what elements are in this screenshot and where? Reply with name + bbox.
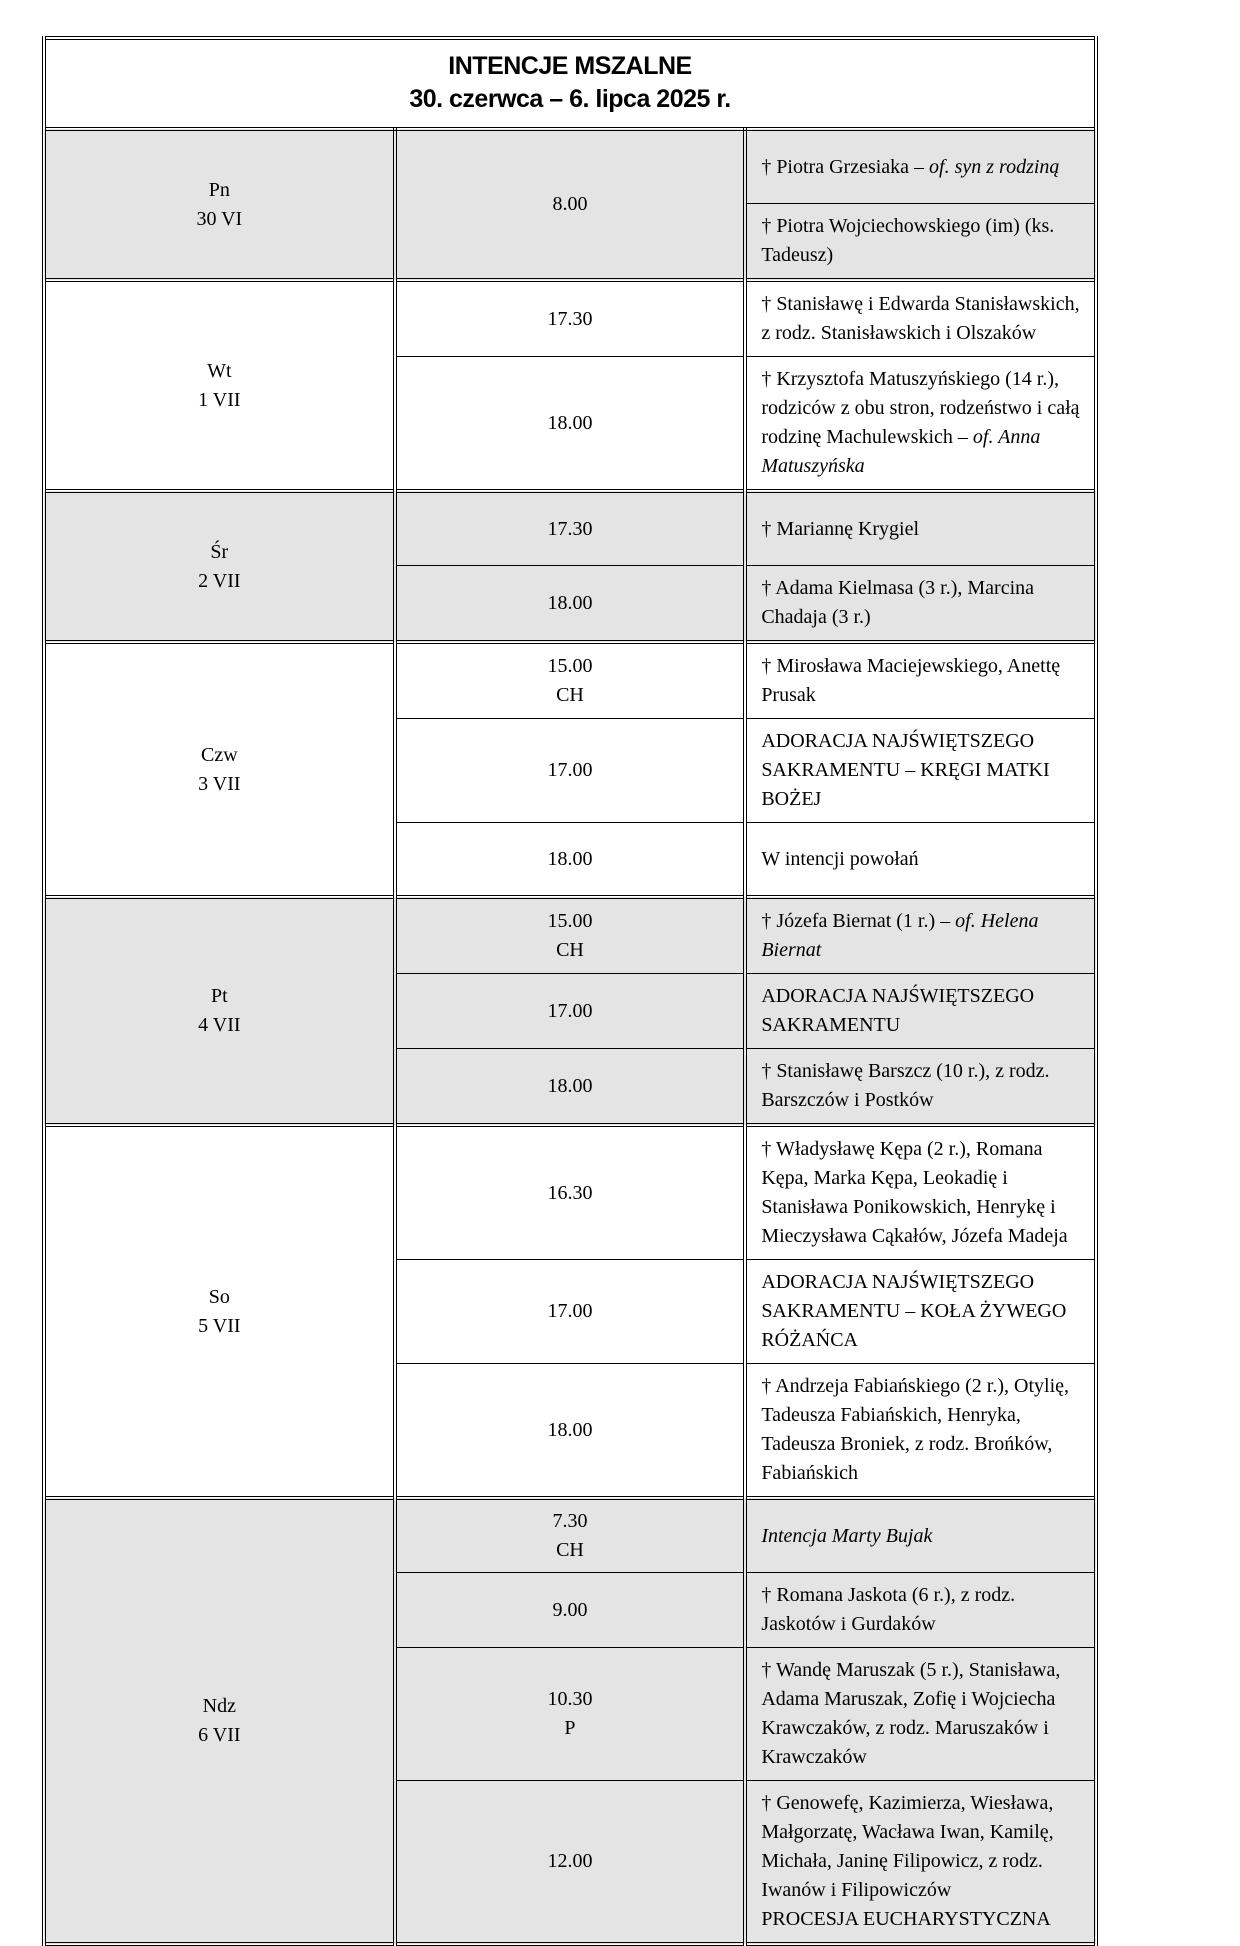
intention-text-italic: of. syn z rodziną [929, 155, 1060, 178]
time-cell [395, 1498, 746, 1573]
time-cell [395, 357, 746, 492]
intention-text-italic: of. Helena Biernat [761, 910, 1039, 961]
time-cell [395, 1125, 746, 1260]
intention-text: † Piotra Wojciechowskiego (im) (ks. Tadeusz) [761, 215, 1055, 266]
schedule-row [44, 491, 1096, 566]
intention-cell [745, 897, 1096, 974]
time-cell [395, 1260, 746, 1364]
mass-time: 18.00 [547, 411, 593, 434]
mass-time: 18.00 [547, 1074, 593, 1097]
time-cell [395, 566, 746, 643]
intention-cell [745, 1125, 1096, 1260]
day-cell [44, 129, 395, 280]
intention-text: † Stanisławę Barszcz (10 r.), z rodz. Barszczów i Postków [761, 1060, 1050, 1111]
time-cell [395, 1049, 746, 1126]
mass-time: 17.00 [547, 1300, 593, 1322]
mass-time-note: CH [556, 939, 584, 961]
intention-cell [745, 823, 1096, 898]
time-cell [395, 1573, 746, 1648]
mass-time: 9.00 [552, 1598, 588, 1621]
day-cell [44, 1125, 395, 1498]
day-date: 2 VII [198, 569, 241, 592]
day-abbrev: Ndz [202, 1695, 236, 1717]
day-cell [44, 642, 395, 897]
intention-cell [745, 974, 1096, 1049]
intention-cell [745, 1049, 1096, 1126]
intention-text-italic: Intencja Marty Bujak [761, 1524, 933, 1547]
mass-intentions-body [44, 38, 1096, 1944]
mass-time: 16.30 [547, 1181, 593, 1204]
mass-time: 18.00 [547, 591, 593, 614]
page-title: INTENCJE MSZALNE [448, 52, 692, 80]
day-abbrev: Pn [208, 178, 230, 201]
mass-time: 12.00 [547, 1850, 593, 1872]
intention-text: † Władysławę Kępa (2 r.), Romana Kępa, Marka Kępa, Leokadię i Stanisława Ponikowskich, Henrykę i Mieczysława Cąkałów, Józefa Madeja [761, 1138, 1068, 1247]
mass-intentions-table [42, 36, 1098, 1946]
mass-time: 17.30 [547, 517, 593, 540]
intention-cell [745, 1260, 1096, 1364]
day-date: 6 VII [198, 1724, 241, 1746]
intention-cell [745, 1781, 1096, 1945]
day-date: 1 VII [198, 388, 241, 411]
schedule-row [44, 1498, 1096, 1573]
time-cell [395, 823, 746, 898]
intention-text: † Romana Jaskota (6 r.), z rodz. Jaskotów i Gurdaków [761, 1584, 1016, 1635]
intention-text: PROCESJA EUCHARYSTYCZNA [761, 1908, 1051, 1930]
table-header-cell [44, 38, 1096, 129]
time-cell [395, 1648, 746, 1781]
intention-cell [745, 1498, 1096, 1573]
mass-time: 7.30 [552, 1510, 588, 1532]
schedule-row [44, 1125, 1096, 1260]
time-cell [395, 1364, 746, 1499]
time-cell [395, 719, 746, 823]
intention-cell [745, 280, 1096, 357]
intention-cell [745, 491, 1096, 566]
day-cell [44, 491, 395, 642]
intention-cell [745, 1648, 1096, 1781]
mass-time: 15.00 [547, 655, 593, 677]
day-date: 5 VII [198, 1314, 241, 1337]
intention-cell [745, 1573, 1096, 1648]
day-cell [44, 1498, 395, 1944]
time-cell [395, 1781, 746, 1945]
time-cell [395, 280, 746, 357]
table-header-row [44, 38, 1096, 129]
intention-text: ADORACJA NAJŚWIĘTSZEGO SAKRAMENTU – KRĘGI MATKI BOŻEJ [761, 730, 1050, 810]
mass-time: 17.00 [547, 759, 593, 781]
schedule-row [44, 642, 1096, 719]
intention-text: † Andrzeja Fabiańskiego (2 r.), Otylię, Tadeusza Fabiańskich, Henryka, Tadeusza Broniek, z rodz. Brońków, Fabiańskich [761, 1375, 1070, 1484]
intention-text: † Wandę Maruszak (5 r.), Stanisława, Adama Maruszak, Zofię i Wojciecha Krawczaków, z rodz. Maruszaków i Krawczaków [761, 1659, 1061, 1768]
mass-time: 8.00 [552, 193, 588, 215]
schedule-row [44, 280, 1096, 357]
intention-cell [745, 566, 1096, 643]
intention-text: † Piotra Grzesiaka – [761, 155, 930, 178]
intention-text: † Genowefę, Kazimierza, Wiesława, Małgorzatę, Wacława Iwan, Kamilę, Michała, Janinę Filipowicz, z rodz. Iwanów i Filipowiczów [761, 1792, 1054, 1901]
intention-text: † Mariannę Krygiel [761, 517, 920, 540]
intention-text: W intencji powołań [761, 847, 919, 870]
intention-text: † Józefa Biernat (1 r.) – [761, 910, 956, 932]
intention-text-italic: of. Anna Matuszyńska [761, 426, 1041, 477]
day-abbrev: Pt [210, 985, 228, 1007]
intention-text: † Stanisławę i Edwarda Stanisławskich, z rodz. Stanisławskich i Olszaków [761, 293, 1080, 344]
day-cell [44, 280, 395, 491]
day-abbrev: Czw [200, 743, 238, 766]
mass-time: 15.00 [547, 910, 593, 932]
time-cell [395, 974, 746, 1049]
time-cell [395, 642, 746, 719]
day-date: 30 VI [196, 207, 243, 230]
intention-cell [745, 719, 1096, 823]
schedule-row [44, 129, 1096, 204]
time-cell [395, 897, 746, 974]
mass-time-note: CH [556, 1539, 584, 1561]
mass-time: 17.00 [547, 999, 593, 1022]
mass-time: 10.30 [547, 1688, 593, 1710]
intention-cell [745, 642, 1096, 719]
mass-time: 18.00 [547, 847, 593, 870]
day-date: 4 VII [198, 1014, 241, 1036]
intention-text: † Mirosława Maciejewskiego, Anettę Prusak [761, 655, 1061, 706]
day-date: 3 VII [198, 772, 241, 795]
mass-time-note: CH [556, 684, 584, 706]
day-cell [44, 897, 395, 1125]
mass-time: 17.30 [547, 307, 593, 330]
intention-cell [745, 129, 1096, 204]
intention-cell [745, 357, 1096, 492]
time-cell [395, 491, 746, 566]
mass-time-note: P [564, 1717, 576, 1739]
day-abbrev: Śr [210, 540, 229, 563]
day-abbrev: So [208, 1285, 230, 1308]
schedule-row [44, 897, 1096, 974]
intention-text: † Krzysztofa Matuszyńskiego (14 r.), rodziców z obu stron, rodzeństwo i całą rodzinę Machulewskich – [761, 368, 1080, 448]
day-abbrev: Wt [207, 359, 232, 382]
date-range: 30. czerwca – 6. lipca 2025 r. [409, 84, 731, 113]
intention-text: ADORACJA NAJŚWIĘTSZEGO SAKRAMENTU [761, 985, 1035, 1036]
mass-time: 18.00 [547, 1418, 593, 1441]
intention-cell [745, 204, 1096, 281]
intention-cell [745, 1364, 1096, 1499]
time-cell [395, 129, 746, 280]
intention-text: ADORACJA NAJŚWIĘTSZEGO SAKRAMENTU – KOŁA ŻYWEGO RÓŻAŃCA [761, 1271, 1067, 1351]
intention-text: † Adama Kielmasa (3 r.), Marcina Chadaja (3 r.) [761, 577, 1034, 628]
